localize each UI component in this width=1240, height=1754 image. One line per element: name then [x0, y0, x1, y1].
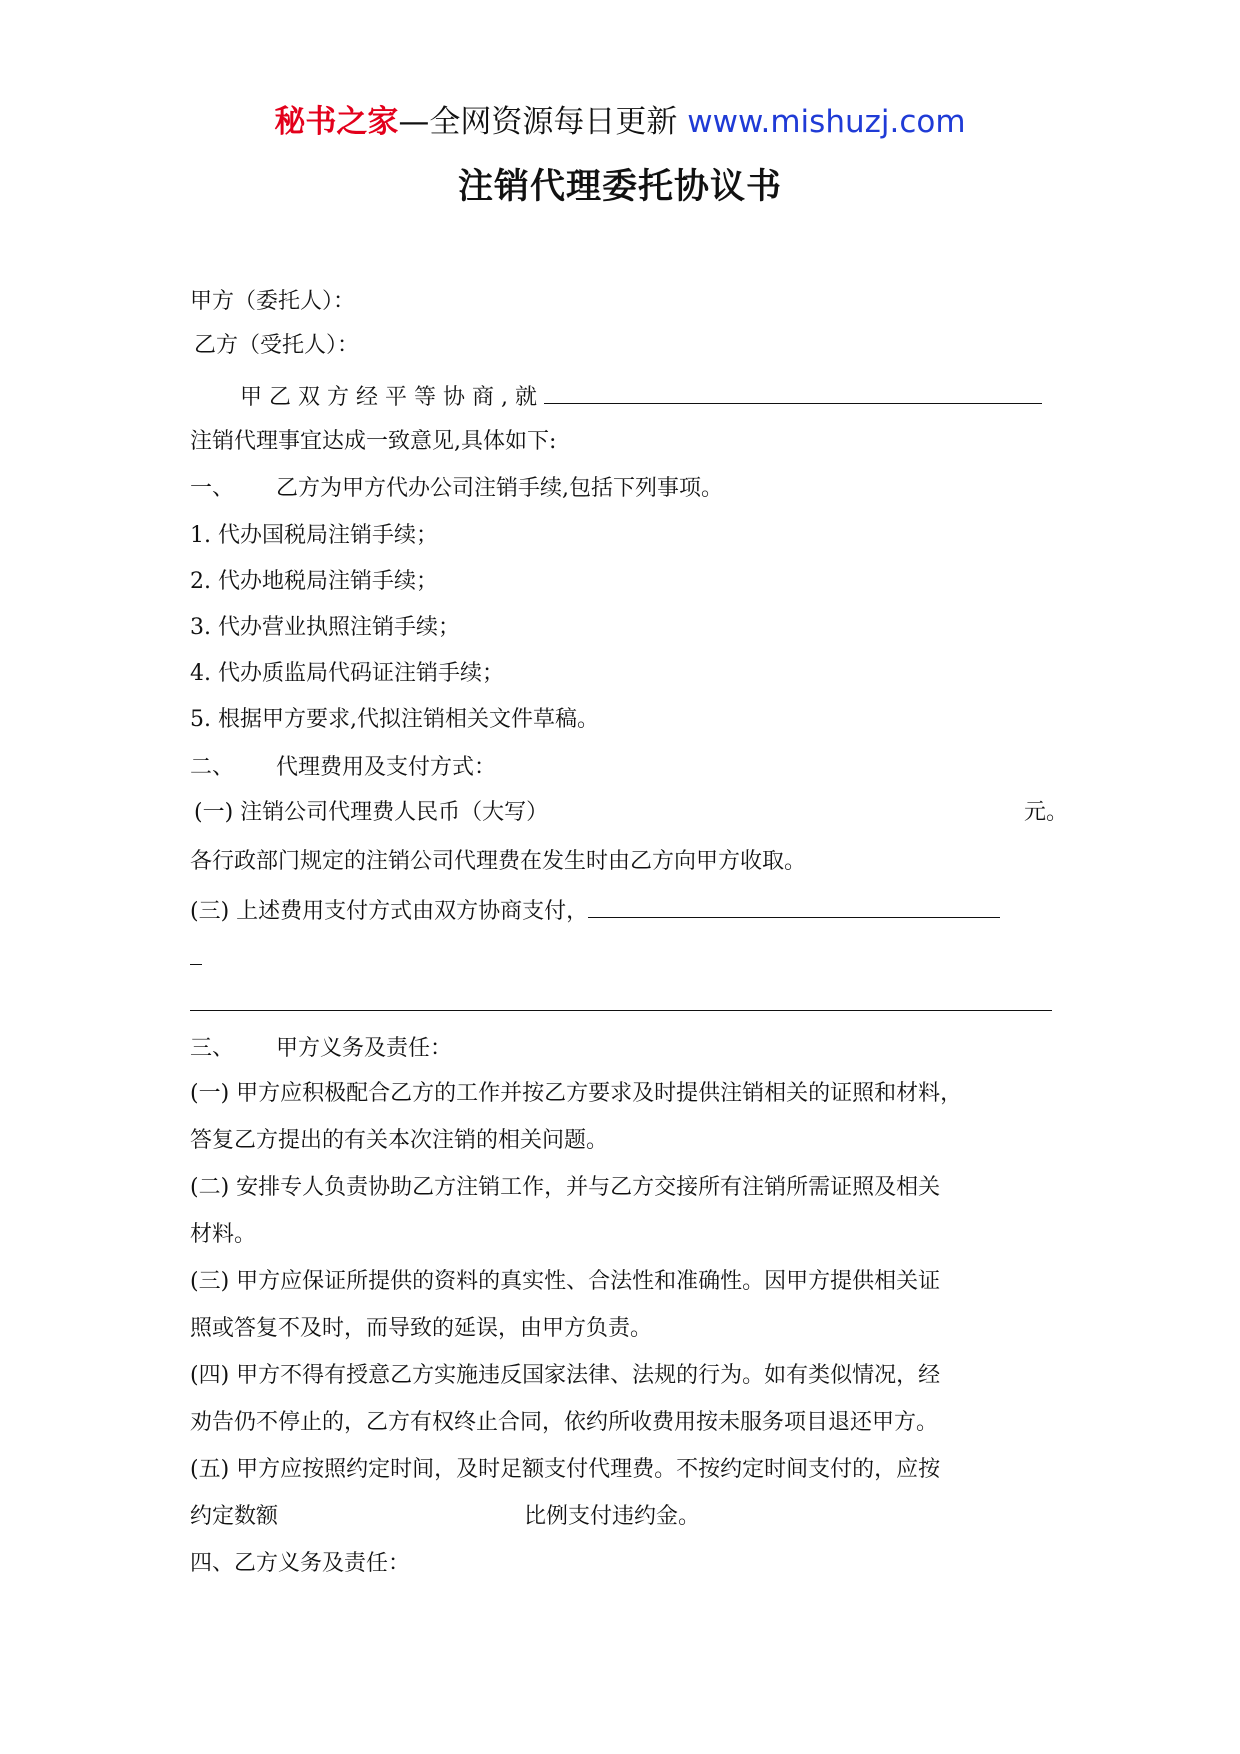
section2-number: 二、	[190, 755, 235, 780]
party-b-line: 乙方（受托人）：	[194, 333, 360, 358]
penalty-ratio-label: 比例支付违约金。	[524, 1504, 701, 1529]
payment-blank[interactable]	[588, 891, 1000, 918]
section4-heading: 四、乙方义务及责任：	[190, 1551, 411, 1576]
section1-item-1: 1. 代办国税局注销手续；	[190, 523, 438, 548]
payment-blank-tail[interactable]	[190, 938, 202, 965]
section1-heading	[190, 473, 723, 505]
brand-name: 秘书之家	[274, 104, 399, 140]
section2-text: 代理费用及支付方式：	[276, 755, 497, 780]
section2-heading	[190, 752, 496, 784]
section1-item-4: 4. 代办质监局代码证注销手续；	[190, 661, 504, 686]
section3-clause-line: (二) 安排专人负责协助乙方注销工作，并与乙方交接所有注销所需证照及相关	[190, 1175, 941, 1200]
slogan: —全网资源每日更新	[398, 104, 688, 140]
section1-item-3: 3. 代办营业执照注销手续；	[190, 615, 460, 640]
site-url[interactable]: www.mishuzj.com	[687, 104, 966, 140]
section1-text: 乙方为甲方代办公司注销手续,包括下列事项。	[276, 476, 724, 501]
section3-clause-line: 材料。	[190, 1222, 257, 1247]
fee-label: (一) 注销公司代理费人民币（大写）	[194, 800, 549, 825]
fee-unit: 元。	[1024, 800, 1069, 825]
section3-number: 三、	[190, 1036, 235, 1061]
section3-text: 甲方义务及责任：	[276, 1036, 453, 1061]
section3-clause-line: (五) 甲方应按照约定时间，及时足额支付代理费。不按约定时间支付的，应按	[190, 1457, 941, 1482]
intro-line-1	[240, 377, 1042, 414]
section3-clause-line: 照或答复不及时，而导致的延误，由甲方负责。	[190, 1316, 653, 1341]
document-title: 注销代理委托协议书	[457, 167, 782, 207]
party-a-line: 甲方（委托人）：	[190, 289, 356, 314]
section3-clause-line: 劝告仍不停止的，乙方有权终止合同，依约所收费用按未服务项目退还甲方。	[190, 1410, 939, 1435]
subject-blank[interactable]	[544, 377, 1042, 404]
payment-blank-cont	[190, 938, 202, 975]
section1-item-5: 5. 根据甲方要求,代拟注销相关文件草稿。	[190, 707, 599, 732]
section3-clause-line: (三) 甲方应保证所提供的资料的真实性、合法性和准确性。因甲方提供相关证	[190, 1269, 941, 1294]
section3-clause-line: 答复乙方提出的有关本次注销的相关问题。	[190, 1128, 609, 1153]
penalty-amount-label: 约定数额	[190, 1504, 279, 1529]
section3-clause-line: (一) 甲方应积极配合乙方的工作并按乙方要求及时提供注销相关的证照和材料，	[190, 1081, 963, 1106]
payment-blank-full[interactable]	[190, 984, 1052, 1011]
site-header	[0, 100, 1240, 144]
section1-number: 一、	[190, 476, 235, 501]
section3-heading	[190, 1033, 452, 1065]
payment-line	[190, 891, 1000, 928]
section1-item-2: 2. 代办地税局注销手续；	[190, 569, 438, 594]
payment-blank-line	[190, 984, 1052, 1021]
payment-text: (三) 上述费用支付方式由双方协商支付，	[190, 899, 589, 924]
intro-text: 甲乙双方经平等协商,就	[240, 385, 544, 410]
fee-note: 各行政部门规定的注销公司代理费在发生时由乙方向甲方收取。	[190, 849, 807, 874]
section3-clause-line: (四) 甲方不得有授意乙方实施违反国家法律、法规的行为。如有类似情况，经	[190, 1363, 941, 1388]
intro-line-2: 注销代理事宜达成一致意见,具体如下:	[190, 429, 557, 454]
